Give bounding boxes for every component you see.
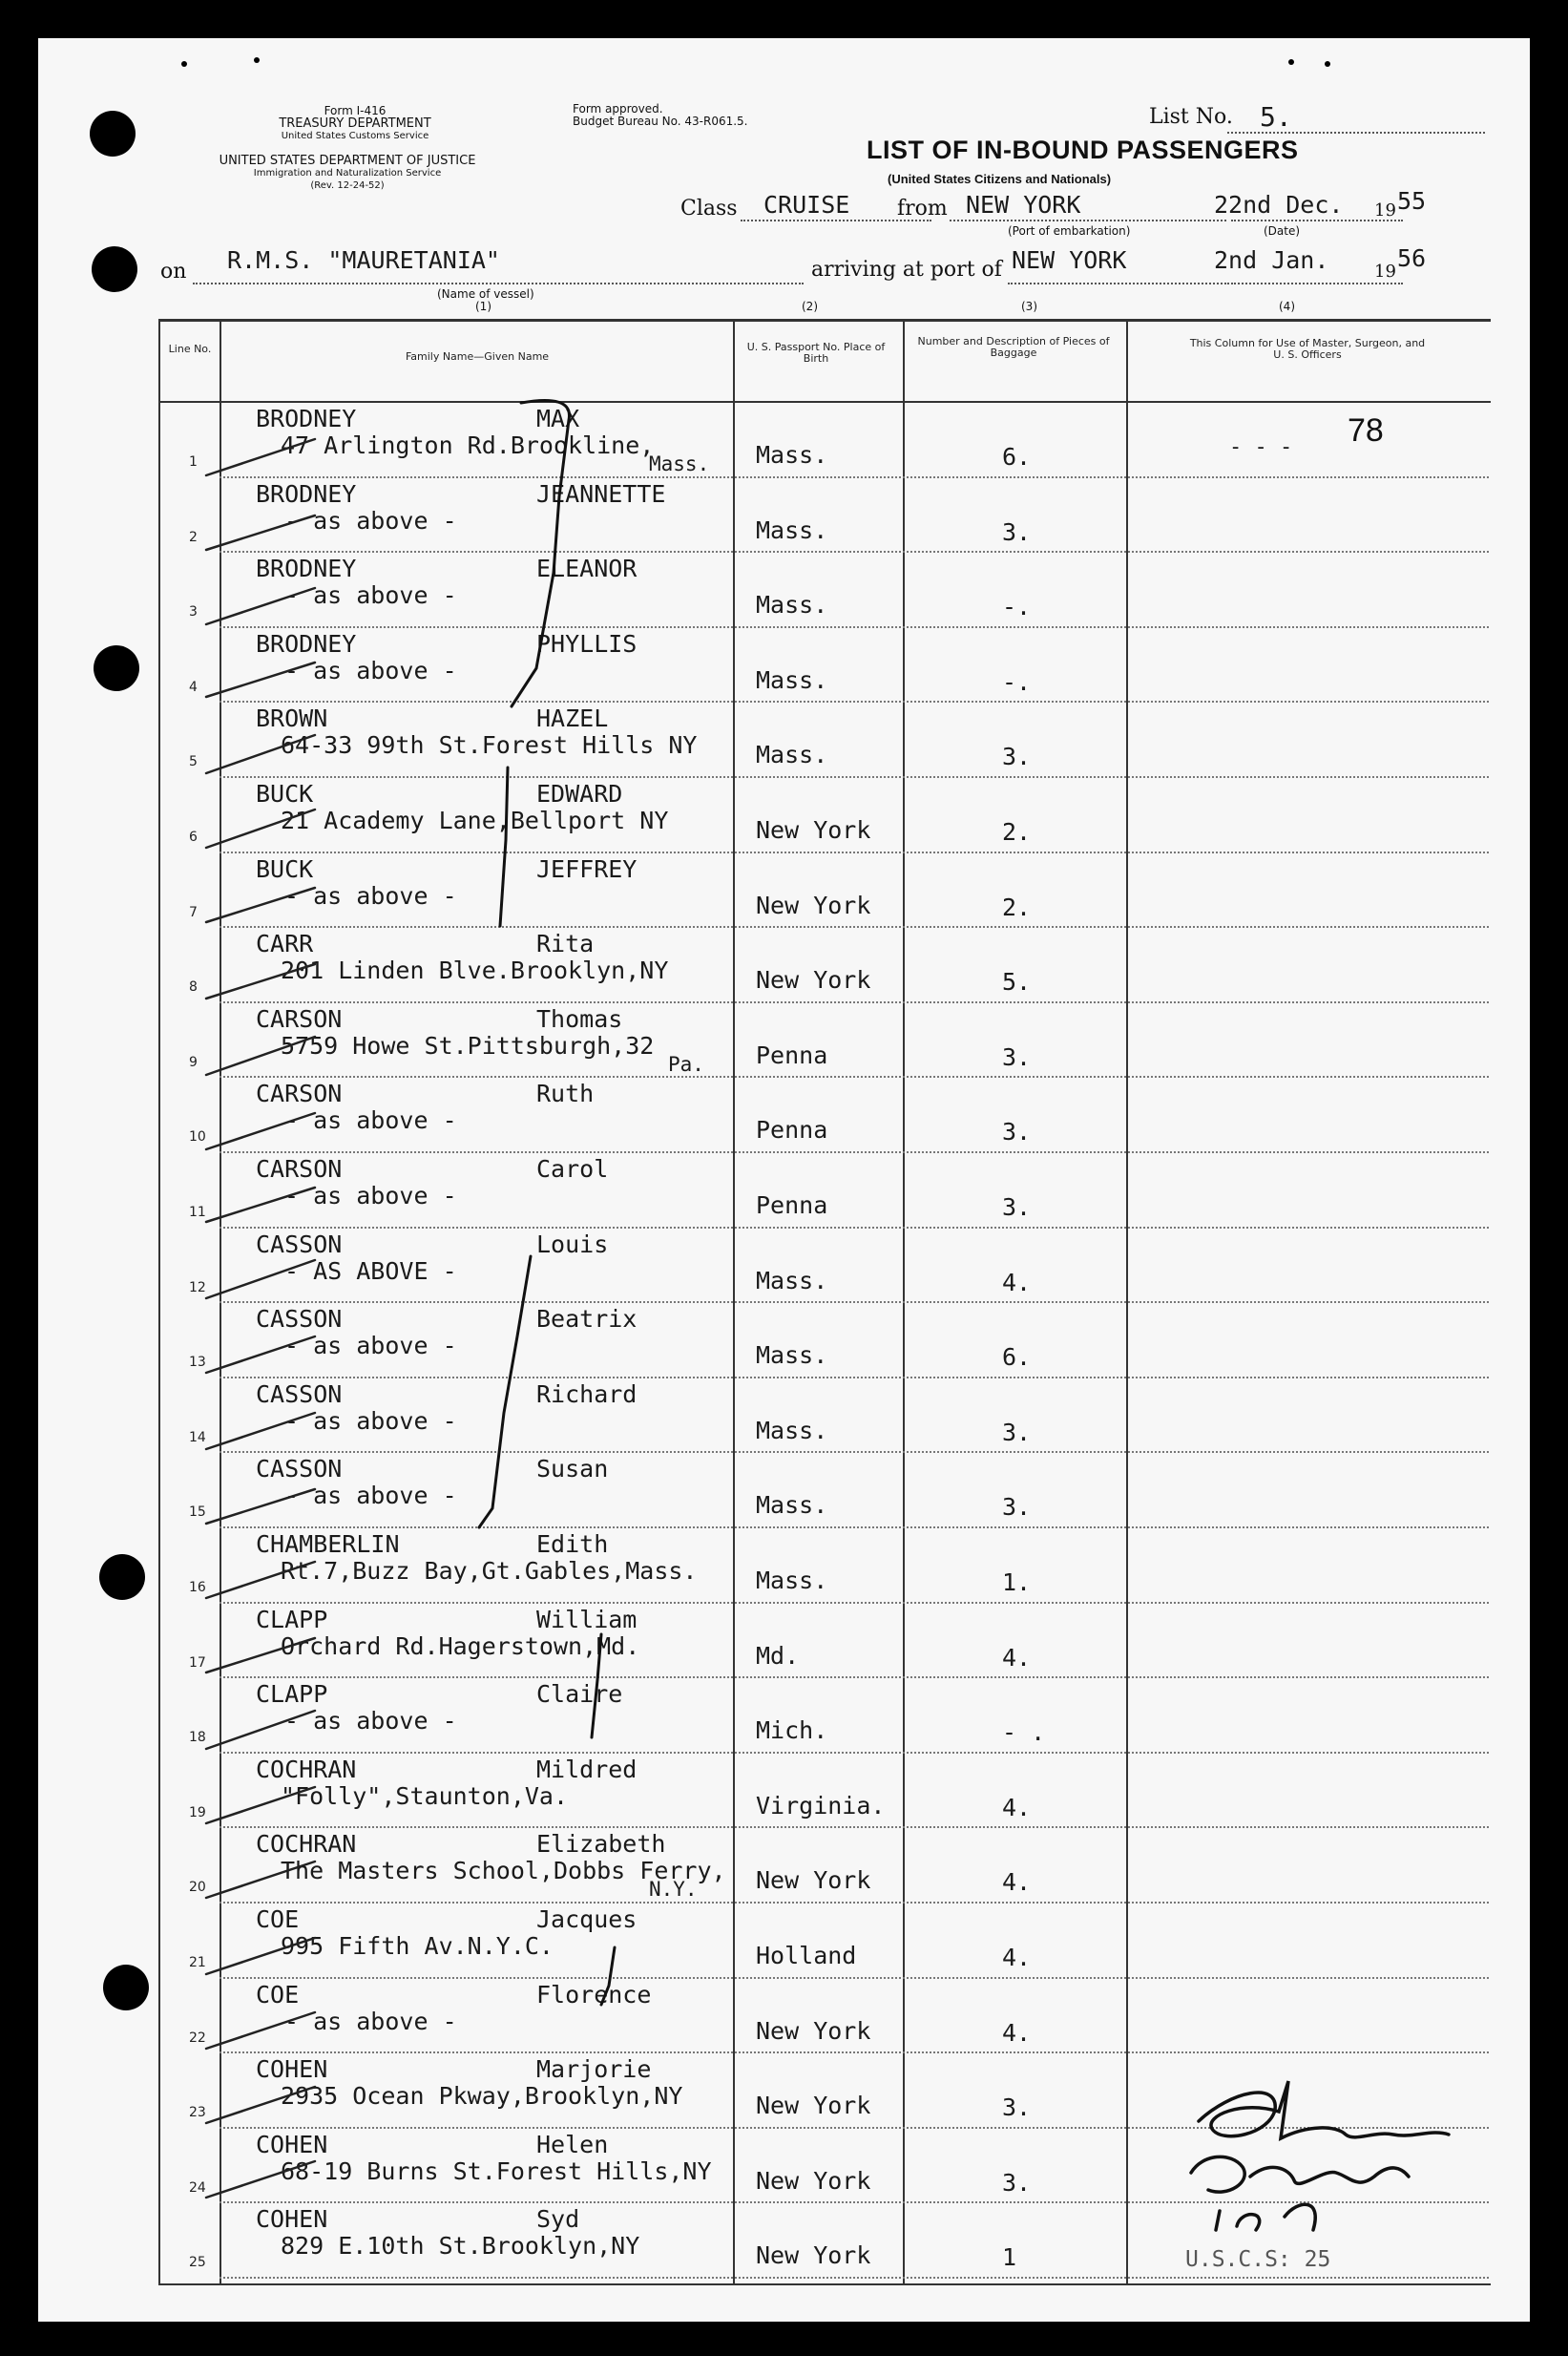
place-of-birth: Mass. bbox=[756, 515, 828, 544]
place-of-birth: Penna bbox=[756, 1116, 828, 1145]
family-name: COHEN bbox=[256, 2205, 328, 2234]
place-of-birth: New York bbox=[756, 966, 871, 995]
given-name: Elizabeth bbox=[536, 1830, 666, 1859]
class-value: CRUISE bbox=[763, 191, 850, 219]
baggage-count: 4. bbox=[1002, 1643, 1032, 1672]
place-of-birth: Mass. bbox=[756, 1416, 828, 1444]
col-header-line: Line No. bbox=[168, 343, 212, 355]
arriving-label: arriving at port of bbox=[811, 258, 1002, 282]
bracket-marks bbox=[479, 400, 615, 2005]
address: 995 Fifth Av.N.Y.C. bbox=[281, 1932, 554, 1960]
given-name: Mildred bbox=[536, 1755, 638, 1783]
page-number: 78 bbox=[1348, 412, 1384, 449]
given-name: Helen bbox=[536, 2130, 609, 2158]
col-header-officers: This Column for Use of Master, Surgeon, and U. S. Officers bbox=[1189, 337, 1426, 361]
place-of-birth: New York bbox=[756, 816, 871, 844]
given-name: Susan bbox=[536, 1455, 609, 1483]
address: - AS ABOVE - bbox=[284, 1256, 457, 1285]
year-prefix-2: 19 bbox=[1374, 262, 1396, 282]
officer-mark: - - - bbox=[1229, 435, 1293, 459]
address: - as above - bbox=[284, 1332, 457, 1360]
baggage-count: - . bbox=[1002, 1718, 1046, 1747]
given-name: JEANNETTE bbox=[536, 479, 666, 508]
inspector-signature bbox=[1191, 2081, 1449, 2230]
handwritten-marks bbox=[38, 38, 1530, 2322]
line-number: 24 bbox=[189, 2179, 206, 2196]
place-of-birth: Penna bbox=[756, 1191, 828, 1219]
given-name: Thomas bbox=[536, 1004, 623, 1033]
place-of-birth: Mass. bbox=[756, 665, 828, 694]
family-name: COCHRAN bbox=[256, 1755, 357, 1783]
given-name: HAZEL bbox=[536, 705, 609, 733]
family-name: COCHRAN bbox=[256, 1830, 357, 1859]
given-name: Carol bbox=[536, 1155, 609, 1183]
given-name: Marjorie bbox=[536, 2055, 652, 2084]
family-name: CLAPP bbox=[256, 1680, 328, 1709]
family-name: BRODNEY bbox=[256, 555, 357, 583]
baggage-count: 5. bbox=[1002, 968, 1032, 997]
baggage-count: -. bbox=[1002, 593, 1032, 621]
vessel-name: R.M.S. "MAURETANIA" bbox=[227, 246, 500, 274]
place-of-birth: Mass. bbox=[756, 1266, 828, 1294]
address: - as above - bbox=[284, 656, 457, 684]
line-number: 17 bbox=[189, 1654, 206, 1671]
baggage-count: 6. bbox=[1002, 443, 1032, 471]
vessel-caption: (Name of vessel) bbox=[437, 287, 534, 301]
baggage-count: 6. bbox=[1002, 1343, 1032, 1372]
family-name: BRODNEY bbox=[256, 479, 357, 508]
line-number: 1 bbox=[189, 454, 198, 470]
family-name: BUCK bbox=[256, 780, 314, 808]
date-caption: (Date) bbox=[1264, 224, 1301, 238]
family-name: CARR bbox=[256, 930, 314, 958]
page-subtitle: (United States Citizens and Nationals) bbox=[888, 172, 1112, 186]
family-name: CARSON bbox=[256, 1155, 343, 1183]
given-name: ELEANOR bbox=[536, 555, 638, 583]
usc-stamp: U.S.C.S: 25 bbox=[1185, 2247, 1331, 2272]
line-number: 15 bbox=[189, 1504, 206, 1521]
col-header-baggage: Number and Description of Pieces of Baggage bbox=[917, 335, 1110, 359]
place-of-birth: New York bbox=[756, 891, 871, 919]
line-number: 22 bbox=[189, 2030, 206, 2046]
budget-bureau: Budget Bureau No. 43-R061.5. bbox=[573, 115, 748, 128]
baggage-count: 3. bbox=[1002, 517, 1032, 546]
address-continued: Mass. bbox=[649, 452, 710, 475]
line-number: 7 bbox=[189, 904, 198, 920]
line-number: 11 bbox=[189, 1205, 206, 1220]
family-name: BRODNEY bbox=[256, 405, 357, 432]
address: 829 E.10th St.Brooklyn,NY bbox=[281, 2232, 640, 2261]
place-of-birth: Holland bbox=[756, 1942, 857, 1969]
line-number: 9 bbox=[189, 1054, 198, 1070]
given-name: MAX bbox=[536, 405, 580, 432]
family-name: CARSON bbox=[256, 1080, 343, 1108]
family-name: CLAPP bbox=[256, 1605, 328, 1633]
baggage-count: 1 bbox=[1002, 2243, 1017, 2272]
port-caption: (Port of embarkation) bbox=[1008, 224, 1131, 238]
address: 201 Linden Blve.Brooklyn,NY bbox=[281, 957, 669, 985]
line-number: 2 bbox=[189, 529, 198, 545]
place-of-birth: Mass. bbox=[756, 1341, 828, 1370]
family-name: CASSON bbox=[256, 1305, 343, 1334]
address: - as above - bbox=[284, 1707, 457, 1735]
place-of-birth: Mich. bbox=[756, 1716, 828, 1745]
address: - as above - bbox=[284, 1406, 457, 1435]
place-of-birth: Md. bbox=[756, 1641, 800, 1670]
baggage-count: 2. bbox=[1002, 893, 1032, 921]
address: 47 Arlington Rd.Brookline, bbox=[281, 431, 655, 459]
line-number: 6 bbox=[189, 830, 198, 845]
col-header-passport: U. S. Passport No. Place of Birth bbox=[746, 341, 886, 365]
from-value: NEW YORK bbox=[966, 191, 1081, 219]
baggage-count: 4. bbox=[1002, 1793, 1032, 1821]
address: "Folly",Staunton,Va. bbox=[281, 1781, 569, 1810]
address: - as above - bbox=[284, 506, 457, 535]
caption-4: (4) bbox=[1279, 300, 1295, 313]
caption-3: (3) bbox=[1021, 300, 1037, 313]
place-of-birth: New York bbox=[756, 2241, 871, 2270]
given-name: PHYLLIS bbox=[536, 629, 638, 658]
place-of-birth: New York bbox=[756, 2092, 871, 2120]
given-name: Jacques bbox=[536, 1905, 638, 1933]
baggage-count: 3. bbox=[1002, 1042, 1032, 1071]
baggage-count: 2. bbox=[1002, 818, 1032, 846]
line-number: 23 bbox=[189, 2105, 206, 2121]
line-number: 5 bbox=[189, 754, 198, 770]
address-continued: Pa. bbox=[668, 1052, 704, 1076]
baggage-count: 4. bbox=[1002, 1268, 1032, 1296]
address: 64-33 99th St.Forest Hills NY bbox=[281, 731, 698, 760]
given-name: Louis bbox=[536, 1230, 609, 1258]
baggage-count: 3. bbox=[1002, 1193, 1032, 1221]
line-number: 13 bbox=[189, 1355, 206, 1371]
line-number: 10 bbox=[189, 1129, 206, 1146]
line-number: 14 bbox=[189, 1429, 206, 1445]
line-number: 8 bbox=[189, 979, 198, 996]
form-number: Form I-416 bbox=[324, 104, 387, 117]
list-no-label: List No. bbox=[1149, 105, 1233, 129]
caption-2: (2) bbox=[802, 300, 818, 313]
address: - as above - bbox=[284, 881, 457, 910]
place-of-birth: Mass. bbox=[756, 1491, 828, 1520]
given-name: Florence bbox=[536, 1980, 652, 2009]
family-name: CASSON bbox=[256, 1230, 343, 1258]
given-name: JEFFREY bbox=[536, 854, 638, 883]
check-marks bbox=[206, 439, 315, 2198]
family-name: COHEN bbox=[256, 2055, 328, 2084]
year-prefix: 19 bbox=[1374, 200, 1396, 221]
ins-service: Immigration and Naturalization Service bbox=[253, 168, 442, 179]
baggage-count: -. bbox=[1002, 667, 1032, 696]
arrival-date: 2nd Jan. bbox=[1214, 246, 1329, 274]
place-of-birth: New York bbox=[756, 2016, 871, 2045]
line-number: 4 bbox=[189, 679, 198, 695]
given-name: Syd bbox=[536, 2205, 580, 2234]
form-approved: Form approved. bbox=[573, 102, 663, 116]
address: - as above - bbox=[284, 581, 457, 610]
document-page bbox=[38, 38, 1530, 2322]
departure-year: 55 bbox=[1397, 187, 1427, 215]
baggage-count: 3. bbox=[1002, 1493, 1032, 1522]
place-of-birth: Mass. bbox=[756, 741, 828, 769]
baggage-count: 4. bbox=[1002, 1944, 1032, 1971]
line-number: 19 bbox=[189, 1804, 206, 1820]
on-label: on bbox=[160, 260, 187, 284]
baggage-count: 3. bbox=[1002, 2168, 1032, 2197]
address: - as above - bbox=[284, 1182, 457, 1210]
given-name: William bbox=[536, 1605, 638, 1633]
form-revision: (Rev. 12-24-52) bbox=[310, 180, 385, 191]
given-name: Rita bbox=[536, 930, 595, 958]
given-name: Claire bbox=[536, 1680, 623, 1709]
place-of-birth: New York bbox=[756, 1866, 871, 1895]
address: Rt.7,Buzz Bay,Gt.Gables,Mass. bbox=[281, 1557, 698, 1585]
family-name: BRODNEY bbox=[256, 629, 357, 658]
place-of-birth: Virginia. bbox=[756, 1791, 886, 1820]
given-name: Richard bbox=[536, 1379, 638, 1408]
address: - as above - bbox=[284, 1106, 457, 1135]
line-number: 16 bbox=[189, 1580, 206, 1595]
line-number: 3 bbox=[189, 604, 198, 621]
given-name: Beatrix bbox=[536, 1305, 638, 1334]
family-name: BROWN bbox=[256, 705, 328, 733]
baggage-count: 3. bbox=[1002, 1418, 1032, 1446]
page-title: LIST OF IN-BOUND PASSENGERS bbox=[867, 136, 1299, 164]
address: 2935 Ocean Pkway,Brooklyn,NY bbox=[281, 2082, 683, 2111]
address: - as above - bbox=[284, 1482, 457, 1510]
place-of-birth: Mass. bbox=[756, 441, 828, 469]
family-name: COE bbox=[256, 1980, 300, 2009]
baggage-count: 4. bbox=[1002, 2018, 1032, 2047]
treasury-dept: TREASURY DEPARTMENT bbox=[279, 116, 431, 131]
family-name: COHEN bbox=[256, 2130, 328, 2158]
address: Orchard Rd.Hagerstown,Md. bbox=[281, 1631, 640, 1660]
address: - as above - bbox=[284, 2007, 457, 2035]
address: 68-19 Burns St.Forest Hills,NY bbox=[281, 2156, 712, 2185]
family-name: CASSON bbox=[256, 1455, 343, 1483]
baggage-count: 3. bbox=[1002, 743, 1032, 771]
baggage-count: 4. bbox=[1002, 1868, 1032, 1897]
class-label: Class bbox=[680, 197, 738, 221]
family-name: CASSON bbox=[256, 1379, 343, 1408]
justice-dept: UNITED STATES DEPARTMENT OF JUSTICE bbox=[219, 154, 476, 168]
col-header-name: Family Name—Given Name bbox=[405, 350, 550, 363]
family-name: CHAMBERLIN bbox=[256, 1530, 400, 1558]
departure-date: 22nd Dec. bbox=[1214, 191, 1344, 219]
arrival-year: 56 bbox=[1397, 244, 1427, 272]
line-number: 18 bbox=[189, 1730, 206, 1746]
place-of-birth: New York bbox=[756, 2166, 871, 2195]
address: The Masters School,Dobbs Ferry, bbox=[281, 1857, 726, 1885]
line-number: 12 bbox=[189, 1279, 206, 1295]
family-name: COE bbox=[256, 1905, 300, 1933]
list-no-value: 5. bbox=[1260, 101, 1292, 133]
baggage-count: 1. bbox=[1002, 1568, 1032, 1596]
arrival-port: NEW YORK bbox=[1012, 246, 1127, 274]
given-name: Edith bbox=[536, 1530, 609, 1558]
line-number: 25 bbox=[189, 2255, 206, 2271]
baggage-count: 3. bbox=[1002, 1118, 1032, 1146]
line-number: 20 bbox=[189, 1880, 206, 1896]
family-name: BUCK bbox=[256, 854, 314, 883]
from-label: from bbox=[897, 197, 948, 221]
place-of-birth: Mass. bbox=[756, 591, 828, 620]
caption-1: (1) bbox=[475, 300, 491, 313]
baggage-count: 3. bbox=[1002, 2093, 1032, 2122]
place-of-birth: Mass. bbox=[756, 1567, 828, 1594]
address-continued: N.Y. bbox=[649, 1878, 698, 1902]
family-name: CARSON bbox=[256, 1004, 343, 1033]
address: 5759 Howe St.Pittsburgh,32 bbox=[281, 1031, 655, 1060]
address: 21 Academy Lane,Bellport NY bbox=[281, 807, 669, 834]
line-number: 21 bbox=[189, 1955, 206, 1970]
customs-service: United States Customs Service bbox=[281, 131, 429, 141]
given-name: Ruth bbox=[536, 1080, 595, 1108]
place-of-birth: Penna bbox=[756, 1041, 828, 1069]
given-name: EDWARD bbox=[536, 780, 623, 808]
